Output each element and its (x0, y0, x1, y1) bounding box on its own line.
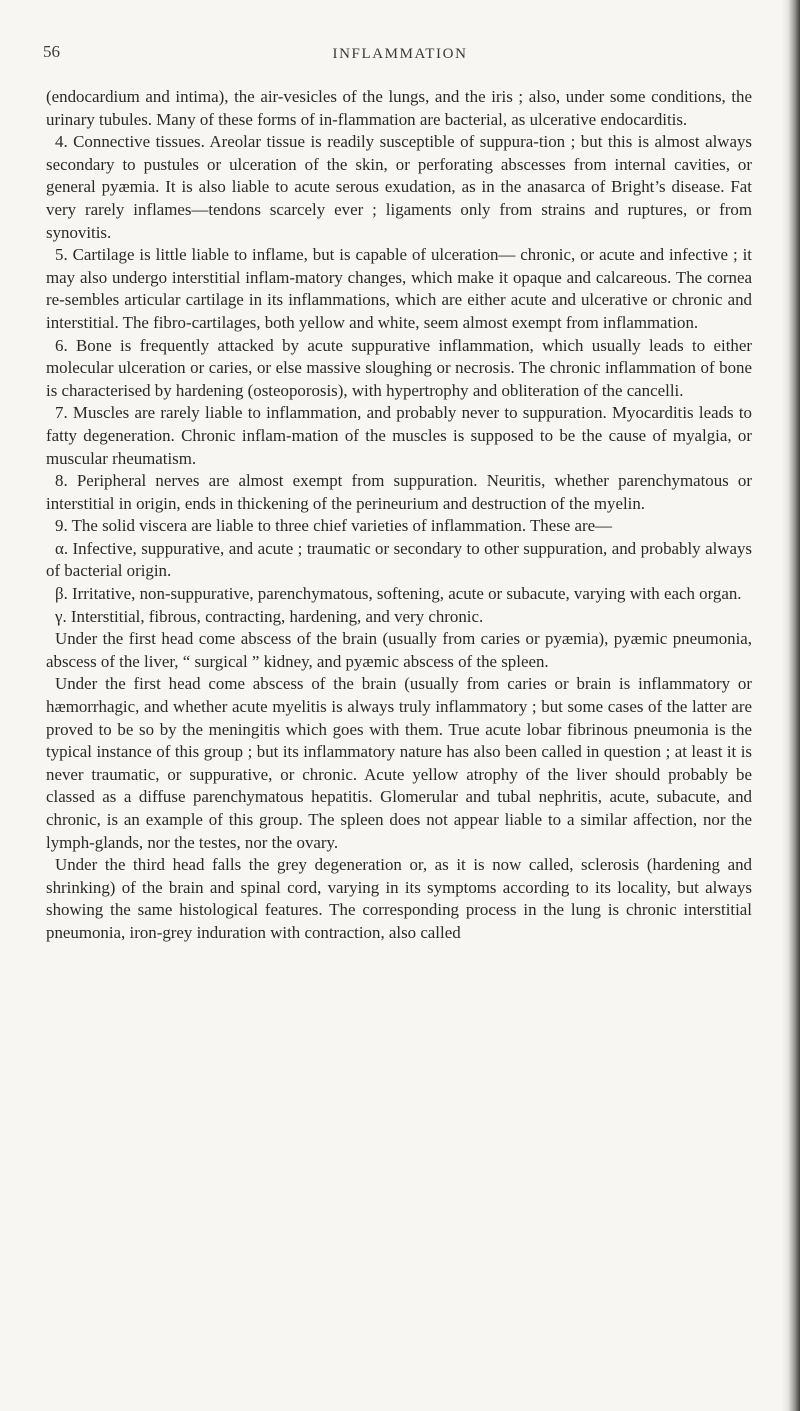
paragraph: Under the first head come abscess of the brain (usually from caries or pyæmia), pyæmic pneumonia, abscess of the liver, “ surgical ” kidney, and pyæmic abscess of the spleen. (46, 629, 752, 671)
paragraph: 9. The solid viscera are liable to three chief varieties of inflammation. These are— (55, 516, 613, 536)
page-edge-shadow (782, 0, 800, 1411)
paragraph: Under the third head falls the grey degeneration or, as it is now called, sclerosis (hardening and shrinking) of the brain and spinal cord, varying in its symptoms according to its locality, but always showing the same histological features. The corresponding process in the lung is chronic interstitial pneumonia, iron-grey induration with contraction, also called (46, 855, 752, 942)
body-text (46, 86, 752, 945)
paragraph: α. Infective, suppurative, and acute ; traumatic or secondary to other suppuration, and probably always of bacterial origin. (46, 538, 752, 581)
page-number: 56 (43, 42, 60, 61)
paragraph: 4. Connective tissues. Areolar tissue is readily susceptible of suppura-tion ; but this is almost always secondary to pustules or ulceration of the skin, or perforating abscesses from internal cavities, or general pyæmia. It is also liable to acute serous exudation, as in the anasarca of Bright’s disease. Fat very rarely inflames—tendons scarcely ever ; ligaments only from strains and ruptures, or from synovitis. (46, 132, 752, 242)
running-title: INFLAMMATION (332, 46, 468, 62)
paragraph: 5. Cartilage is little liable to inflame, but is capable of ulceration— chronic, or acute and infective ; it may also undergo interstitial inflam-matory changes, which make it opaque and calcareous. The cornea re-sembles articular cartilage in its inflammations, which are either acute and ulcerative or chronic and interstitial. The fibro-cartilages, both yellow and white, seem almost exempt from inflammation. (46, 245, 752, 332)
paragraph: 7. Muscles are rarely liable to inflammation, and probably never to suppuration. Myocarditis leads to fatty degeneration. Chronic inflam-mation of the muscles is supposed to be the cause of myalgia, or muscular rheumatism. (46, 403, 752, 468)
paragraph: (endocardium and intima), the air-vesicles of the lungs, and the iris ; also, under some conditions, the urinary tubules. Many of these forms of in-flammation are bacterial, as ulcerative endocarditis. (46, 87, 752, 129)
paragraph: 6. Bone is frequently attacked by acute suppurative inflammation, which usually leads to either molecular ulceration or caries, or else massive sloughing or necrosis. The chronic inflammation of bone is characterised by hardening (osteoporosis), with hypertrophy and obliteration of the cancelli. (46, 335, 752, 400)
paragraph: β. Irritative, non-suppurative, parenchymatous, softening, acute or subacute, varying with each organ. (55, 584, 742, 604)
paragraph: Under the first head come abscess of the brain (usually from caries or brain is inflammatory or hæmorrhagic, and whether acute myelitis is always truly inflammatory ; but some cases of the latter are proved to be so by the meningitis which goes with them. True acute lobar fibrinous pneumonia is the typical instance of this group ; but its inflammatory nature has also been called in question ; at least it is never traumatic, or suppurative, or chronic. Acute yellow atrophy of the liver should probably be classed as a diffuse parenchymatous hepatitis. Glomerular and tubal nephritis, acute, subacute, and chronic, is an example of this group. The spleen does not appear liable to a similar affection, nor the lymph-glands, nor the testes, nor the ovary. (46, 674, 752, 852)
paragraph: γ. Interstitial, fibrous, contracting, hardening, and very chronic. (55, 606, 484, 626)
paragraph: 8. Peripheral nerves are almost exempt from suppuration. Neuritis, whether parenchymatous or interstitial in origin, ends in thickening of the perineurium and destruction of the myelin. (46, 471, 752, 513)
